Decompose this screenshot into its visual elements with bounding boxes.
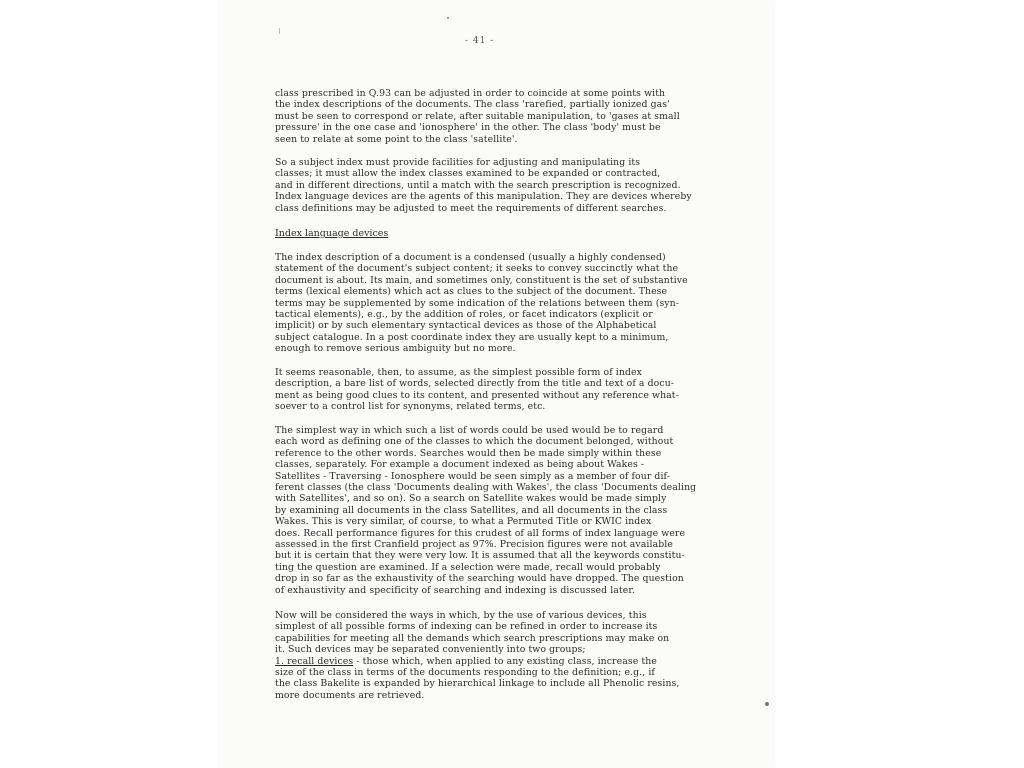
paragraph-devices [275,610,720,701]
section-heading: Index language devices [275,228,389,239]
paragraph-bare-list: It seems reasonable, then, to assume, as the simplest possible form of index description, a bare list of words, selected directly from the title and text of a docu- ment as being good clues to its content, and presented without any reference what- soever to a control list for synonyms, related terms, etc. [275,367,679,413]
paragraph-class-adjustment: class prescribed in Q.93 can be adjusted in order to coincide at some points with the index descriptions of the documents. The class 'rarefied, partially ionized gas' must be seen to correspond or relate, after suitable manipulation, to 'gases at small pressure' in the one case and 'ionosphere' in the other. The class 'body' must be seen to relate at some point to the class 'satellite'. [275,88,680,145]
scan-speck-dot [765,702,769,706]
paragraph-devices-rest: - those which, when applied to any existing class, increase the size of the class in terms of the documents responding to the definition; e.g., if the class Bakelite is expanded by hierarchical linkage to include all Phenolic resins, more documents are retrieved. [275,655,680,701]
page-number: - 41 - [465,36,495,46]
recall-devices-term: 1. recall devices [275,655,354,667]
scan-mark [279,28,280,34]
paragraph-simplest-way: The simplest way in which such a list of words could be used would be to regard each word as defining one of the classes to which the document belonged, without reference to the other words. Searches would then be made simply within these classes, separately. For example a document indexed as being about Wakes - Satellites - Traversing - Ionosphere would be seen simply as a member of four dif- ferent classes (the class 'Documents dealing with Wakes', the class 'Documents dealing with Satellites', and so on). So a search on Satellite wakes would be made simply by examining all documents in the class Satellites, and all documents in the class Wakes. This is very similar, of course, to what a Permuted Title or KWIC index does. Recall performance figures for this crudest of all forms of index language were assessed in the first Cranfield project as 97%. Precision figures were not available but it is certain that they were very low. It is assumed that all the keywords constitu- ting the question are examined. If a selection were made, recall would probably drop in so far as the exhaustivity of the searching would have dropped. The question of exhaustivity and specificity of searching and indexing is discussed later. [275,425,697,596]
paragraph-index-description: The index description of a document is a condensed (usually a highly condensed) statement of the document's subject content; it seeks to convey succinctly what the document is about. Its main, and sometimes only, constituent is the set of substantive terms (lexical elements) which act as clues to the subject of the document. These terms may be supplemented by some indication of the relations between them (syn- tactical elements), e.g., by the addition of roles, or facet indicators (explicit or implicit) or by such elementary syntactical devices as those of the Alphabetical subject catalogue. In a post coordinate index they are usually kept to a minimum, enough to remove serious ambiguity but no more. [275,252,688,355]
scan-speck [447,17,449,19]
paragraph-subject-index: So a subject index must provide facilities for adjusting and manipulating its classes; it must allow the index classes examined to be expanded or contracted, and in different directions, until a match with the search prescription is recognized. Index language devices are the agents of this manipulation. They are devices whereby class definitions may be adjusted to meet the requirements of different searches. [275,157,692,214]
paragraph-devices-intro: Now will be considered the ways in which, by the use of various devices, this simplest of all possible forms of indexing can be refined in order to increase its capabilities for meeting all the demands which search prescriptions may make on it. Such devices may be separated conveniently into two groups; [275,610,670,656]
